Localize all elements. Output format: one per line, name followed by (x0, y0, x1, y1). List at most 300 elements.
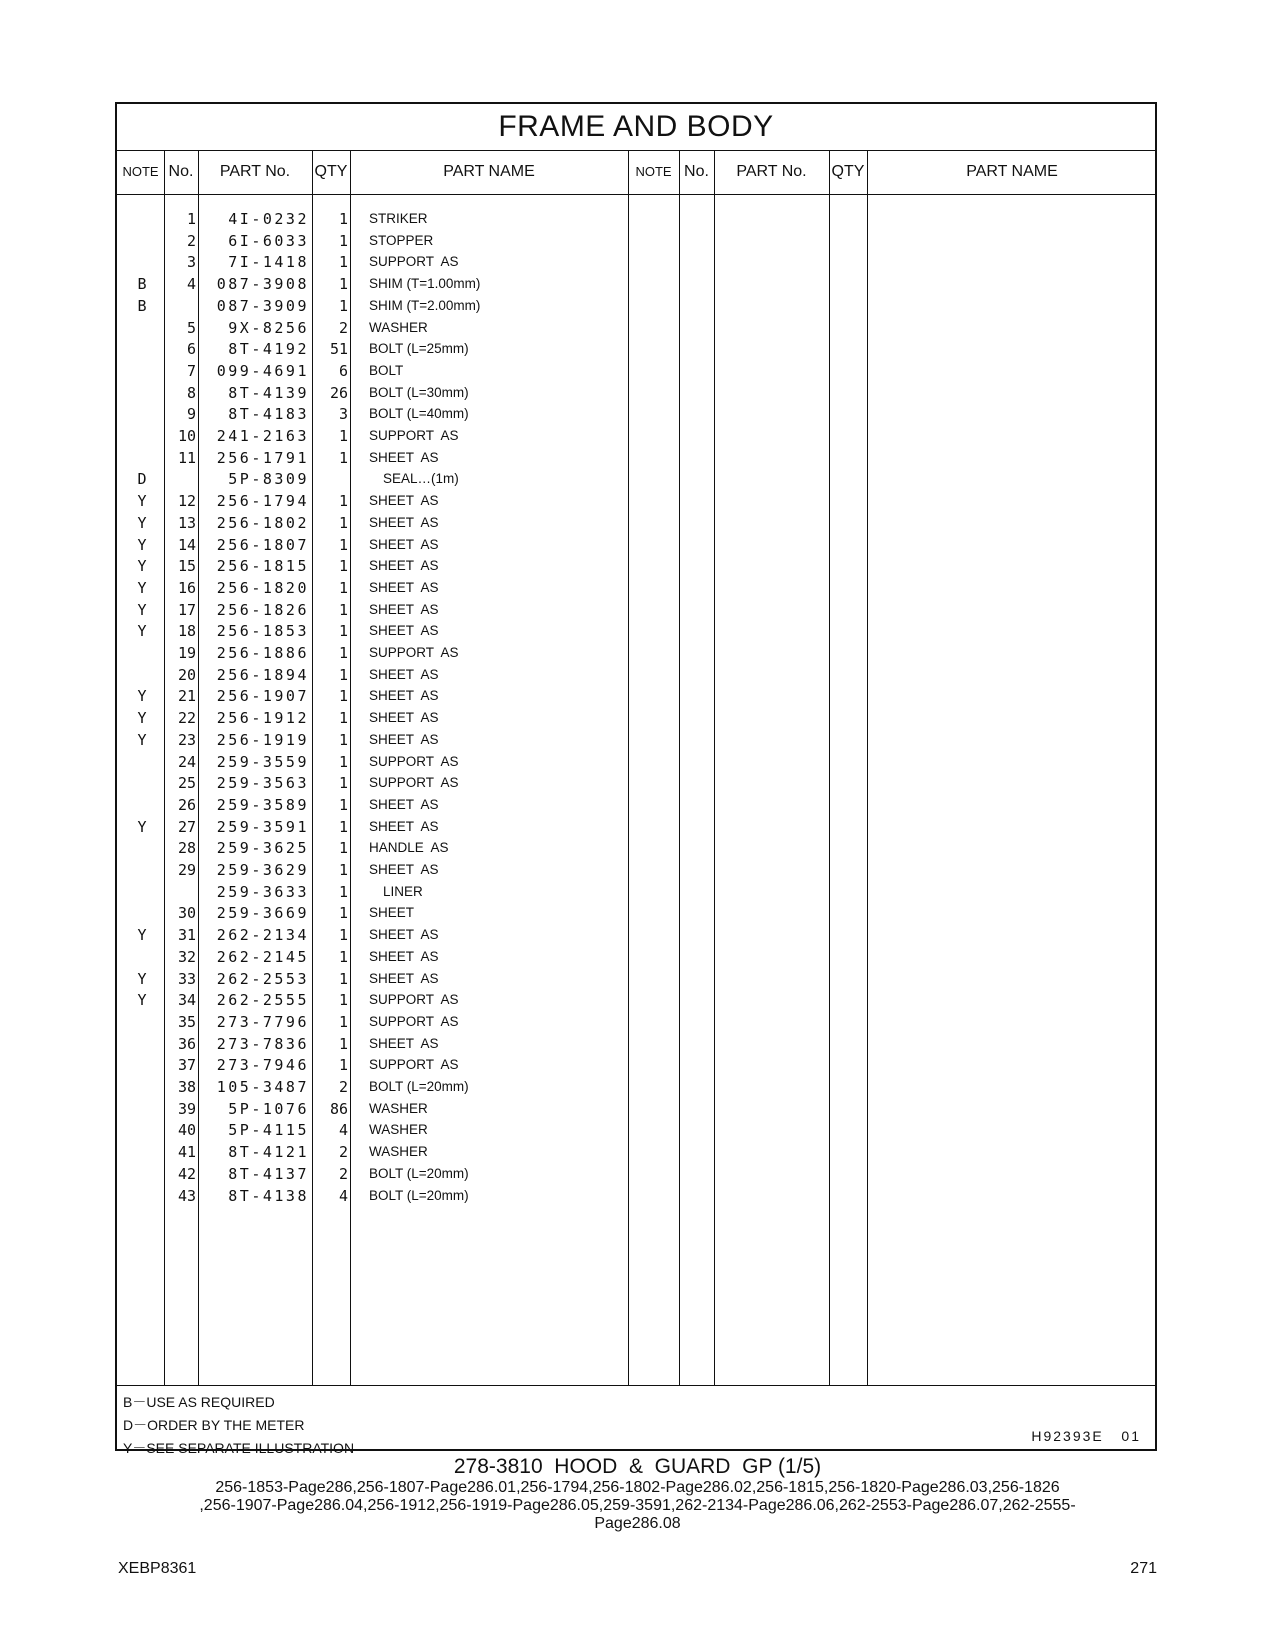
row-part-number: 259-3669 (216, 904, 309, 923)
row-part-name: SUPPORT AS (369, 645, 459, 660)
row-note: B (137, 296, 147, 315)
row-part-name: BOLT (L=40mm) (369, 406, 469, 422)
row-quantity: 1 (338, 969, 348, 988)
row-part-number: 259-3629 (216, 861, 309, 879)
row-item-number: 20 (177, 665, 196, 684)
row-item-number: 5 (186, 318, 196, 337)
row-quantity: 1 (338, 231, 348, 250)
table-row (117, 360, 1159, 382)
row-note: Y (137, 969, 147, 988)
row-item-number: 15 (177, 557, 196, 576)
row-part-name: HANDLE AS (369, 840, 449, 856)
row-part-number: 7I-1418 (228, 253, 309, 272)
row-part-name: SUPPORT AS (369, 428, 459, 443)
table-row (117, 620, 1159, 642)
row-part-number: 8T-4137 (228, 1164, 309, 1183)
row-item-number: 25 (177, 774, 196, 793)
row-part-number: 8T-4192 (228, 340, 309, 359)
row-quantity: 1 (338, 1012, 348, 1031)
note-d: D－ORDER BY THE METER (123, 1417, 305, 1433)
row-part-name: BOLT (L=30mm) (369, 384, 469, 400)
header-no-2: No. (684, 163, 709, 180)
row-part-number: 256-1815 (216, 557, 309, 576)
row-item-number: 18 (177, 622, 196, 641)
table-row (117, 251, 1159, 273)
row-note (117, 1076, 167, 1098)
note-b: B－USE AS REQUIRED (123, 1394, 275, 1410)
row-note: Y (137, 557, 147, 576)
table-row (117, 1119, 1159, 1141)
row-item-number: 26 (177, 795, 196, 814)
row-item-number: 4 (186, 275, 196, 294)
row-quantity: 6 (338, 361, 348, 380)
row-part-name: SHEET AS (369, 558, 439, 574)
row-item-number: 42 (177, 1164, 196, 1183)
document-id: XEBP8361 (118, 1560, 197, 1577)
row-part-name: SHEET AS (369, 710, 439, 726)
row-note (117, 1185, 167, 1207)
row-item-number: 41 (177, 1143, 196, 1162)
row-part-name: SHEET AS (369, 796, 439, 812)
row-item-number: 16 (177, 578, 196, 597)
row-note: Y (137, 926, 147, 945)
row-part-number: 262-2145 (216, 947, 309, 966)
row-quantity: 1 (338, 492, 348, 511)
row-item-number: 23 (177, 730, 196, 749)
row-part-number: 259-3625 (216, 839, 309, 858)
row-quantity: 2 (338, 318, 348, 337)
table-row (117, 447, 1159, 469)
row-quantity: 1 (338, 210, 348, 228)
row-item-number: 8 (186, 383, 196, 402)
row-item-number: 28 (177, 839, 196, 858)
row-note (117, 1054, 167, 1076)
row-item-number: 12 (177, 492, 196, 511)
table-row (117, 881, 1159, 903)
row-part-number: 256-1794 (216, 492, 309, 511)
row-note (117, 1119, 167, 1141)
table-row (117, 902, 1159, 924)
row-quantity: 1 (338, 817, 348, 836)
row-quantity: 1 (338, 1034, 348, 1053)
row-note: Y (137, 535, 147, 554)
row-item-number: 19 (177, 644, 196, 662)
row-item-number: 21 (177, 687, 196, 706)
row-quantity: 1 (338, 622, 348, 641)
row-part-number: 256-1912 (216, 709, 309, 728)
row-note: Y (137, 492, 147, 511)
table-row (117, 794, 1159, 816)
row-part-number: 262-2555 (216, 991, 309, 1010)
row-quantity: 1 (338, 427, 348, 445)
row-part-name: BOLT (L=20mm) (369, 1079, 469, 1094)
table-row (117, 230, 1159, 252)
row-part-name: WASHER (369, 319, 428, 335)
row-part-name: SUPPORT AS (369, 992, 459, 1008)
header-qty: QTY (314, 163, 348, 180)
row-quantity: 3 (338, 405, 348, 424)
row-part-name: SHIM (T=2.00mm) (369, 297, 481, 313)
row-quantity: 1 (338, 513, 348, 532)
row-part-number: 256-1853 (216, 622, 309, 641)
row-note: D (137, 470, 147, 489)
row-note (117, 881, 167, 903)
row-part-number: 273-7796 (216, 1012, 309, 1031)
row-part-name: STRIKER (369, 211, 428, 226)
table-row (117, 1163, 1159, 1185)
row-quantity: 4 (338, 1186, 348, 1205)
row-part-name: BOLT (369, 362, 404, 378)
row-part-name: SHEET AS (369, 688, 439, 704)
row-quantity: 1 (338, 253, 348, 272)
row-part-number: 256-1802 (216, 513, 309, 532)
row-note (117, 251, 167, 273)
row-quantity: 1 (338, 644, 348, 662)
table-row (117, 555, 1159, 577)
caption-title: 278-3810 HOOD & GUARD GP (1/5) (453, 1455, 822, 1478)
table-row (117, 317, 1159, 339)
table-row (117, 273, 1159, 295)
row-item-number: 27 (177, 817, 196, 836)
table-row (117, 382, 1159, 404)
row-item-number: 14 (177, 535, 196, 554)
row-part-name: SHEET AS (369, 970, 439, 986)
row-part-name: SHIM (T=1.00mm) (369, 276, 481, 292)
row-part-number: 259-3563 (216, 774, 309, 793)
table-row (117, 859, 1159, 881)
row-note (117, 1141, 167, 1163)
row-item-number: 43 (177, 1186, 196, 1205)
row-part-name: SEAL…(1m) (383, 471, 459, 487)
row-quantity: 2 (338, 1164, 348, 1183)
row-part-number: 5P-1076 (228, 1099, 309, 1118)
row-part-name: SHEET AS (369, 731, 439, 747)
row-quantity: 1 (338, 687, 348, 706)
table-row (117, 1011, 1159, 1033)
row-part-number: 8T-4183 (228, 405, 309, 424)
row-item-number: 17 (177, 600, 196, 619)
row-part-number: 105-3487 (216, 1078, 309, 1096)
table-row (117, 837, 1159, 859)
row-note (117, 1163, 167, 1185)
row-part-number: 8T-4139 (228, 383, 309, 402)
row-part-name: SHEET AS (369, 948, 439, 964)
row-note: Y (137, 687, 147, 706)
header-part-name: PART NAME (443, 163, 535, 180)
row-part-number: 256-1791 (216, 448, 309, 467)
row-note (117, 859, 167, 881)
table-row (117, 1054, 1159, 1076)
table-row (117, 685, 1159, 707)
row-part-name: SHEET AS (369, 579, 439, 595)
row-part-number: 087-3908 (216, 275, 309, 294)
row-note (117, 837, 167, 859)
illustration-code: H92393E 01 (1031, 1428, 1141, 1444)
row-part-name: STOPPER (369, 232, 434, 248)
table-row (117, 968, 1159, 990)
row-item-number: 35 (177, 1012, 196, 1031)
row-part-name: LINER (383, 883, 423, 899)
row-part-name: SUPPORT AS (369, 775, 459, 791)
row-note (117, 338, 167, 360)
row-quantity: 1 (338, 882, 348, 901)
row-quantity: 1 (338, 947, 348, 966)
row-quantity: 1 (338, 1056, 348, 1075)
row-part-number: 4I-0232 (228, 210, 309, 228)
row-quantity: 4 (338, 1121, 348, 1140)
table-row (117, 1141, 1159, 1163)
row-part-number: 256-1820 (216, 578, 309, 597)
row-note (117, 794, 167, 816)
row-quantity: 1 (338, 904, 348, 923)
row-note (117, 946, 167, 968)
row-item-number: 32 (177, 947, 196, 966)
row-part-name: SHEET AS (369, 666, 439, 682)
table-row (117, 946, 1159, 968)
row-quantity: 1 (338, 795, 348, 814)
row-note (117, 1098, 167, 1120)
row-quantity: 86 (329, 1099, 348, 1118)
row-part-name: SHEET AS (369, 514, 439, 530)
row-item-number: 33 (177, 969, 196, 988)
row-part-name: BOLT (L=20mm) (369, 1165, 469, 1181)
table-row (117, 772, 1159, 794)
row-quantity: 1 (338, 730, 348, 749)
row-quantity (317, 468, 348, 490)
row-quantity: 2 (338, 1078, 348, 1096)
row-part-name: SHEET AS (369, 1035, 439, 1051)
caption-ref-line-1: 256-1853-Page286,256-1807-Page286.01,256-1794,256-1802-Page286.02,256-1815,256-1820-Page286.03,256-1826 (215, 1479, 1060, 1496)
row-part-name: SUPPORT AS (369, 1057, 459, 1073)
table-row (117, 534, 1159, 556)
row-item-number: 3 (186, 253, 196, 272)
row-part-number: 256-1919 (216, 730, 309, 749)
row-note (117, 902, 167, 924)
table-row (117, 664, 1159, 686)
header-part-no: PART No. (219, 163, 291, 180)
row-part-number: 273-7946 (216, 1056, 309, 1075)
row-item-number: 2 (186, 231, 196, 250)
row-part-name: SHEET AS (369, 536, 439, 552)
row-note: Y (137, 600, 147, 619)
row-quantity: 2 (338, 1143, 348, 1162)
row-quantity: 1 (338, 926, 348, 945)
row-part-number: 099-4691 (216, 361, 309, 380)
row-quantity: 1 (338, 665, 348, 684)
row-quantity: 1 (338, 709, 348, 728)
table-row (117, 816, 1159, 838)
row-part-number: 6I-6033 (228, 231, 309, 250)
row-quantity: 1 (338, 535, 348, 554)
row-item-number: 24 (177, 752, 196, 771)
row-part-number: 256-1894 (216, 665, 309, 684)
header-note: NOTE (122, 164, 159, 179)
row-quantity: 1 (338, 752, 348, 771)
row-part-name: WASHER (369, 1100, 428, 1116)
table-row (117, 1185, 1159, 1207)
row-note: Y (137, 513, 147, 532)
row-part-number: 256-1807 (216, 535, 309, 554)
row-part-name: SUPPORT AS (369, 753, 459, 769)
row-part-name: SHEET (369, 905, 415, 921)
row-item-number: 40 (177, 1121, 196, 1140)
row-part-name: SHEET AS (369, 449, 439, 465)
header-part-name-2: PART NAME (966, 163, 1058, 180)
row-part-number: 5P-8309 (228, 470, 309, 489)
header-qty-2: QTY (831, 163, 865, 180)
table-title: FRAME AND BODY (117, 104, 1155, 151)
header-note-2: NOTE (635, 164, 672, 179)
row-note: Y (137, 578, 147, 597)
row-note (117, 664, 167, 686)
table-row (117, 468, 1159, 490)
row-note: B (137, 275, 147, 294)
row-part-name: SHEET AS (369, 601, 439, 617)
row-note: Y (137, 991, 147, 1010)
table-row (117, 1033, 1159, 1055)
row-quantity: 1 (338, 839, 348, 858)
table-row (117, 642, 1159, 664)
row-part-number: 256-1826 (216, 600, 309, 619)
table-row (117, 599, 1159, 621)
row-part-number: 256-1886 (216, 644, 309, 662)
row-item-number: 36 (177, 1034, 196, 1053)
row-part-number: 9X-8256 (228, 318, 309, 337)
table-row (117, 403, 1159, 425)
caption-ref-line-3: Page286.08 (594, 1515, 681, 1532)
row-part-number: 259-3591 (216, 817, 309, 836)
table-row (117, 425, 1159, 447)
row-part-name: BOLT (L=20mm) (369, 1187, 469, 1203)
table-row (117, 729, 1159, 751)
row-note (117, 425, 167, 447)
row-quantity: 1 (338, 600, 348, 619)
row-item-number: 10 (177, 427, 196, 445)
row-note (117, 230, 167, 252)
table-header (117, 150, 1155, 195)
table-row (117, 338, 1159, 360)
row-note: Y (137, 622, 147, 641)
row-item-number: 39 (177, 1099, 196, 1118)
row-part-name: SHEET AS (369, 818, 439, 834)
row-note (117, 403, 167, 425)
row-part-name: BOLT (L=25mm) (369, 341, 469, 357)
table-row (117, 751, 1159, 773)
row-note (117, 317, 167, 339)
table-row (117, 512, 1159, 534)
table-row (117, 208, 1159, 230)
table-row (117, 1076, 1159, 1098)
row-item-number: 11 (177, 448, 196, 467)
row-quantity: 1 (338, 296, 348, 315)
row-part-number: 8T-4138 (228, 1186, 309, 1205)
row-item-number (167, 468, 196, 490)
table-row (117, 989, 1159, 1011)
table-row (117, 1098, 1159, 1120)
row-item-number: 31 (177, 926, 196, 945)
row-quantity: 1 (338, 774, 348, 793)
row-note (117, 360, 167, 382)
row-note: Y (137, 817, 147, 836)
row-item-number (167, 881, 196, 903)
row-item-number: 13 (177, 513, 196, 532)
row-item-number: 6 (186, 340, 196, 359)
row-part-name: SUPPORT AS (369, 1013, 459, 1029)
row-item-number: 29 (177, 861, 196, 879)
row-part-name: SHEET AS (369, 862, 439, 877)
row-quantity: 1 (338, 448, 348, 467)
row-note (117, 447, 167, 469)
row-quantity: 1 (338, 578, 348, 597)
row-part-number: 273-7836 (216, 1034, 309, 1053)
row-part-name: SUPPORT AS (369, 254, 459, 270)
row-quantity: 1 (338, 275, 348, 294)
row-quantity: 26 (329, 383, 348, 402)
row-note (117, 751, 167, 773)
row-quantity: 1 (338, 557, 348, 576)
legend-notes (117, 1385, 1155, 1456)
table-row (117, 707, 1159, 729)
row-part-number: 262-2134 (216, 926, 309, 945)
row-note: Y (137, 730, 147, 749)
page-number: 271 (1130, 1560, 1157, 1577)
row-part-name: WASHER (369, 1144, 428, 1160)
row-part-name: SHEET AS (369, 493, 439, 509)
row-note: Y (137, 709, 147, 728)
row-part-number: 259-3633 (216, 882, 309, 901)
table-row (117, 490, 1159, 512)
row-item-number: 1 (186, 210, 196, 228)
header-part-no-2: PART No. (736, 163, 807, 180)
row-quantity: 1 (338, 991, 348, 1010)
table-row (117, 295, 1159, 317)
row-note (117, 1011, 167, 1033)
row-part-name: WASHER (369, 1122, 428, 1138)
row-part-number: 259-3559 (216, 752, 309, 771)
row-quantity: 51 (329, 340, 348, 359)
row-part-number: 262-2553 (216, 969, 309, 988)
row-part-number: 087-3909 (216, 296, 309, 315)
row-part-number: 8T-4121 (228, 1143, 309, 1162)
row-item-number: 34 (177, 991, 196, 1010)
table-row (117, 577, 1159, 599)
row-item-number: 9 (186, 405, 196, 424)
row-note (117, 382, 167, 404)
row-part-name: SHEET AS (369, 927, 439, 943)
row-item-number: 7 (186, 361, 196, 380)
row-part-number: 256-1907 (216, 687, 309, 706)
row-part-number: 259-3589 (216, 795, 309, 814)
row-item-number (167, 295, 196, 317)
row-note (117, 642, 167, 664)
caption-ref-line-2: ,256-1907-Page286.04,256-1912,256-1919-Page286.05,259-3591,262-2134-Page286.06,262-2553-Page286.07,262-2555- (199, 1497, 1076, 1514)
row-note (117, 772, 167, 794)
header-no: No. (168, 163, 194, 180)
row-part-name: SHEET AS (369, 623, 439, 639)
row-part-number: 5P-4115 (228, 1121, 309, 1140)
row-note (117, 1033, 167, 1055)
note-y: Y－SEE SEPARATE ILLUSTRATION (123, 1440, 355, 1456)
table-row (117, 924, 1159, 946)
row-quantity: 1 (338, 861, 348, 879)
parts-table-frame (115, 102, 1157, 1456)
row-item-number: 37 (177, 1056, 196, 1075)
row-item-number: 22 (177, 709, 196, 728)
row-item-number: 38 (177, 1078, 196, 1096)
row-part-number: 241-2163 (216, 427, 309, 445)
row-note (117, 208, 167, 230)
row-item-number: 30 (177, 904, 196, 923)
